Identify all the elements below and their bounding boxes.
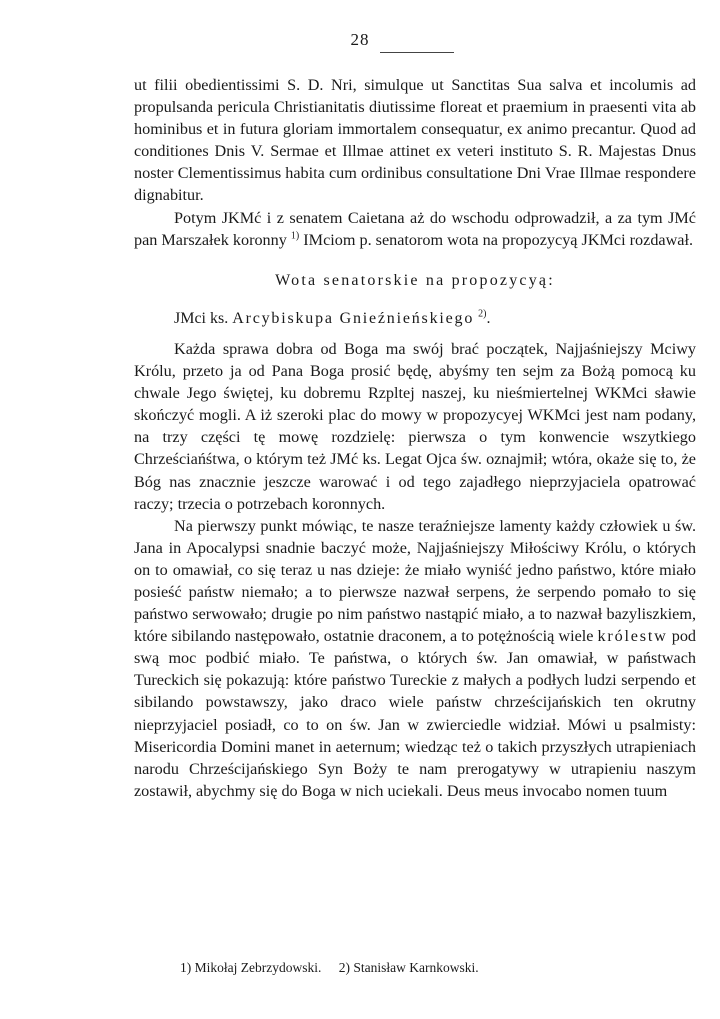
subheading-name: Arcybiskupa Gnieźnieńskiego	[232, 309, 475, 327]
paragraph-kazda: Każda sprawa dobra od Boga ma swój brać początek, Najjaśniejszy Mciwy Królu, przeto ja od Pana Boga prosić będę, abyśmy ten sejm za Bożą pomocą ku chwale Jego świętej, ku dobremu Rzpltej naszej, ku nieśmiertelnej WKMci sławie skończyć mogli. A iż szeroki plac do mowy w propozycyej WKMci jest nam podany, na trzy części tę mowę rozdzielę: pierwsza o tym konwencie wszytkiego Chrześciańśtwa, o którym też JMć ks. Legat Ojca św. oznajmił; wtóra, okaże się to, że Bóg nas znacznie jeszcze warować i od tego zajadłego nieprzyjaciela opatrować raczy; trzecia o potrzebach koronnych.	[134, 339, 696, 513]
paragraph-latin: ut filii obedientissimi S. D. Nri, simulque ut Sanctitas Sua salva et incolumis ad propulsanda pericula Christianitatis diutissime floreat et praemium in praesenti vita ab hominibus et in futura gloriam immortalem consequatur, ex animo precantur. Quod ad conditiones Dnis V. Sermae et Illmae attinet ex veteri instituto S. R. Majestas Dnus noster Clementissimus habita cum ordinibus consultatione Dni Vrae Illmae respondere dignabitur.	[134, 76, 696, 205]
paragraph-na-pierwszy-text-a: Na pierwszy punkt mówiąc, te nasze teraźniejsze lamenty każdy człowiek u św. Jana in Apocalypsi snadnie baczyć może, Najjaśniejszy Miłościwy Królu, o których on to omawiał, co się teraz u nas dzieje: że miało wyniść jedno państwo, które miało posieść państw niemało; a to pierwsze nazwał serpens, że serpendo pomało to się państwo serwowało; drugie po nim państwo nastąpić miało, a to nazwał bazyliszkiem, które sibilando następowało, ostatnie draconem, a to potężnością wiele	[134, 516, 696, 646]
subheading-suffix: .	[486, 309, 491, 327]
paragraph-potym-text-a: Potym JKMć i z senatem Caietana aż do wschodu odprowadził, a za tym JMć pan Marszałek koronny	[134, 208, 696, 249]
footnote-1: 1) Mikołaj Zebrzydowski.	[180, 960, 322, 975]
paragraph-potym	[134, 207, 696, 251]
section-heading: Wota senatorskie na propozycyą:	[275, 271, 555, 289]
spaced-word-krolestw: królestw	[597, 627, 668, 646]
subheading-prefix: JMci ks.	[174, 309, 233, 327]
page-number-rule	[380, 52, 454, 53]
body-text	[134, 74, 696, 802]
paragraph-na-pierwszy	[134, 515, 696, 802]
paragraph-na-pierwszy-text-b: pod swą moc podbić miało. Te państwa, o których św. Jan omawiał, w państwach Tureckich się pokazują: które państwo Tureckie z małych a podłych ludzi serpendo et sibilando powstawszy, jako draco wiele państw chrześcijańskich ten okrutny nieprzyjaciel posiadł, co to on św. Jan w zwierciedle widział. Mówi u psalmisty: Misericordia Domini manet in aeternum; wiedząc też o takich przyszłych utrapieniach narodu Chrześcijańskiego Syn Boży te nam prerogatywy w utrapieniu naszym zostawił, abychmy się do Boga w nich uciekali. Deus meus invocabo nomen tuum	[134, 627, 697, 800]
footnote-2: 2) Stanisław Karnkowski.	[338, 960, 479, 975]
page-number: 28	[350, 30, 370, 49]
footnote-ref-2: 2)	[478, 308, 487, 320]
footnote-ref-1: 1)	[290, 230, 300, 242]
paragraph-potym-text-b: IMciom p. senatorom wota na propozycyą JKMci rozdawał.	[299, 230, 694, 249]
footnotes	[180, 960, 493, 976]
section-subheading	[174, 308, 696, 330]
